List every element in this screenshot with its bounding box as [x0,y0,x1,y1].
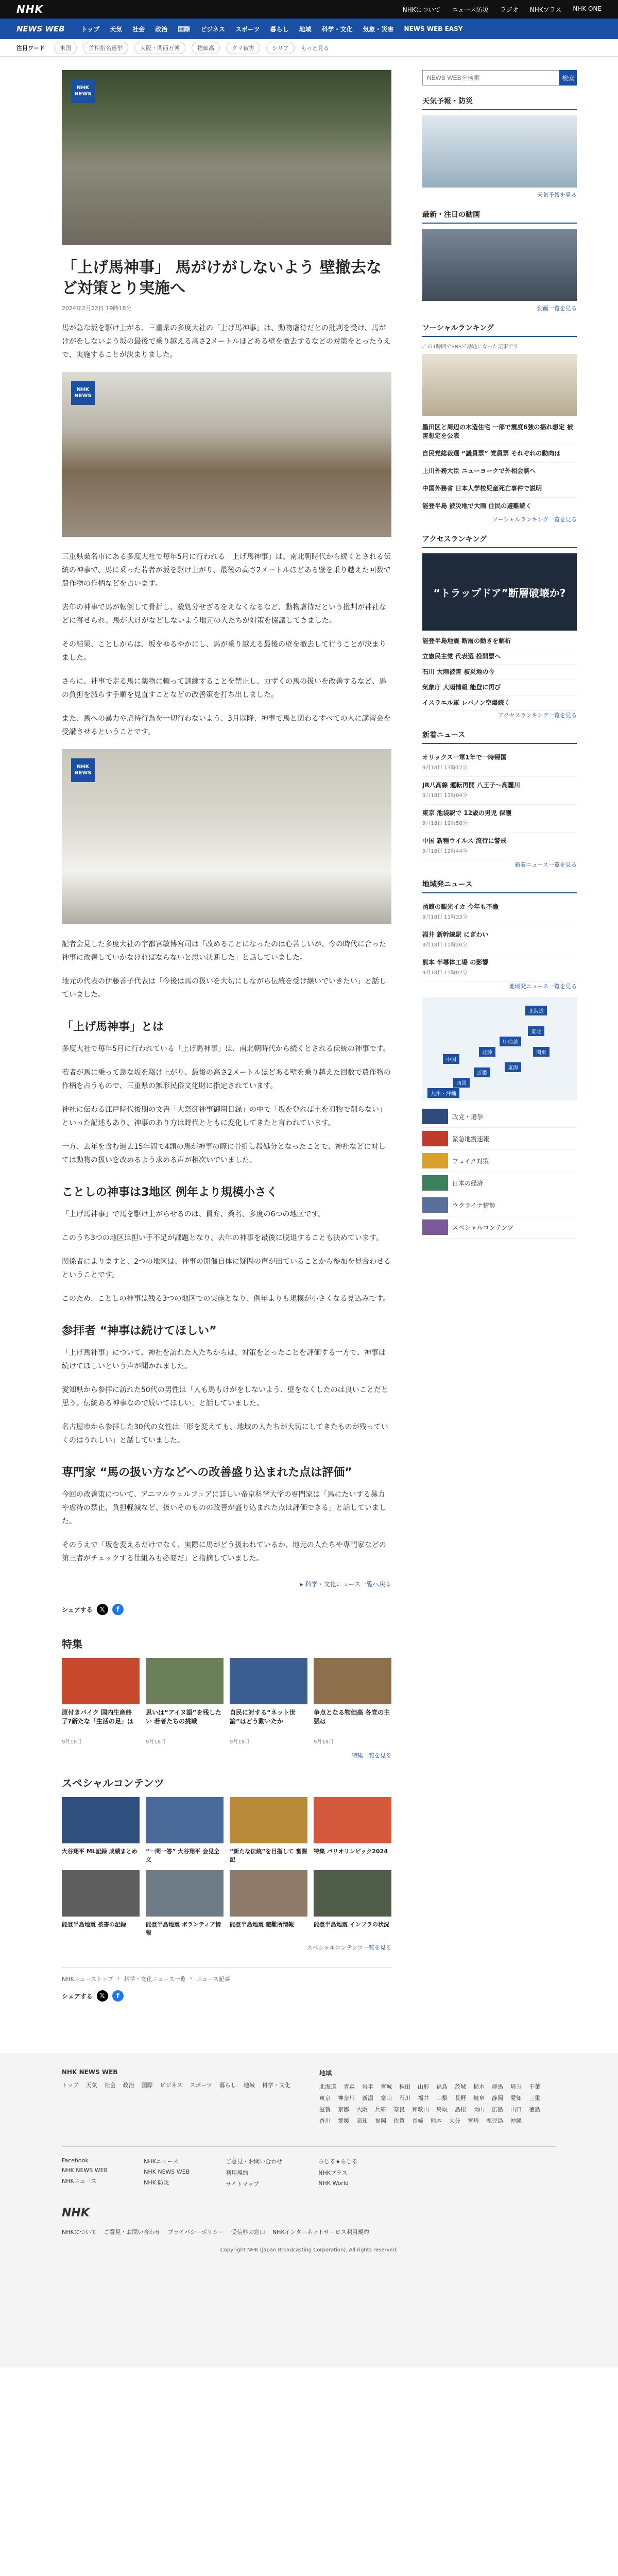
local-news-item[interactable]: 函館の観光イカ 今年も不漁 9月18日 11時33分 [422,899,577,926]
search-button[interactable]: 検索 [559,70,577,86]
local-news-more[interactable]: 地域発ニュース一覧を見る [509,983,577,990]
article-paragraph: 今回の改善策について、アニマルウェルフェアに詳しい帝京科学大学の専門家は「馬にたいする暴力や虐待の禁止、負担軽減など、扱いそのものの改善が盛り込まれた点は評価できる」と話していました。 [62,1490,386,1526]
footer-col [318,2157,357,2191]
footer-prefecture-link[interactable]: 長野 [455,2095,466,2102]
nav-science[interactable]: 科学・文化 [321,25,353,33]
weather-link[interactable]: 天気予報を見る [537,192,577,198]
nav-society[interactable]: 社会 [132,25,145,33]
top-links [403,5,602,14]
footer-news-column [62,2069,299,2132]
article-paragraph: 馬が急な坂を駆け上がる、三重県の多度大社の「上げ馬神事」は、動物虐待だとの批判を受け、馬がけがをしないよう坂の最後で乗り越える高さ2メートルほどある壁を撤去するなどの対策をとったうえで、実施することが決まりました。 [62,324,391,359]
x-share-icon[interactable]: 𝕏 [97,1604,108,1615]
article-title: 「上げ馬神事」 馬がけがしないよう 壁撤去など対策とり実施へ [62,259,382,297]
topic-link[interactable]: ウクライナ情勢 [422,1194,577,1216]
footer-brand: NHK NEWS WEB [62,2069,118,2076]
region-chugoku[interactable]: 中国 [443,1054,459,1064]
new-news-heading: 新着ニュース [422,730,577,744]
keyword-chip[interactable]: 大阪・関西万博 [134,42,185,54]
keyword-label: 注目ワード [16,44,45,52]
footer-link[interactable]: ご意見・お問い合わせ [226,2158,283,2165]
article-paragraph: さらに、神事で走る馬に薬物に頼って訓練することを禁止し、力ずくの馬の扱いを改善するなど、馬の負担を減らす手順を見直すことなどの改善策を打ち出しました。 [62,677,386,699]
footer-prefecture-link[interactable]: 東京 [319,2095,331,2102]
article-paragraph: 多度大社で毎年5月に行われている「上げ馬神事」は、南北朝時代から続くとされる伝統の神事です。 [62,1045,390,1053]
footer-prefecture-link[interactable]: 山梨 [436,2095,448,2102]
nav-local[interactable]: 地域 [299,25,312,33]
footer-legal-link[interactable]: プライバシーポリシー [167,2229,224,2235]
access-ranking-item[interactable]: 立憲民主党 代表選 投開票へ [422,649,577,665]
article-paragraph: 三重県桑名市にある多度大社で毎年5月に行われる「上げ馬神事」は、南北朝時代から続くとされる伝統の神事で、馬に乗った若者が坂を駆け上がり、最後の高さ2メートルほどある壁を乗り越えた回数で農作物の作柄などを占います。 [62,553,391,588]
feature-card[interactable]: 思いは“アイヌ語”を残したい 若者たちの挑戦 9月18日 [146,1658,224,1745]
copyright: Copyright NHK (Japan Broadcasting Corporation). All rights reserved. [220,2247,398,2253]
footer-prefecture-link[interactable]: 静岡 [492,2095,503,2102]
footer-prefecture-link[interactable]: 岡山 [473,2106,485,2113]
facebook-share-icon[interactable]: f [112,1990,124,2002]
special-card[interactable]: 能登半島地震 被害の記録 [62,1870,140,1937]
footer-prefecture-link[interactable]: 石川 [399,2095,410,2102]
keyword-more-link[interactable]: もっと見る [301,44,329,52]
video-thumbnail[interactable] [422,229,577,301]
sidebar [422,70,577,2022]
facebook-share-icon[interactable]: f [112,1604,124,1615]
footer-col [226,2157,282,2191]
footer-prefecture-link[interactable]: 沖縄 [510,2117,522,2124]
footer-prefecture-link[interactable]: 山形 [418,2083,429,2090]
nav-politics[interactable]: 政治 [155,25,168,33]
video-heading: 最新・注目の動画 [422,209,577,224]
feature-card[interactable]: 争点となる物価高 各党の主張は 9月18日 [314,1658,391,1745]
article-paragraph: 関係者によりますと、2つの地区は、神事の開催自体に疑問の声が出ていることから参加を見合わせるということです。 [62,1258,391,1279]
share-bar [62,1604,391,1615]
footer-prefecture-link[interactable]: 岩手 [362,2083,373,2090]
access-ranking-item[interactable]: 石川 大雨被害 被災地の今 [422,665,577,680]
region-hokuriku[interactable]: 北陸 [479,1047,495,1057]
new-news-item[interactable]: 東京 池袋駅で 12歳の男児 保護 9月18日 12時58分 [422,805,577,833]
nav-international[interactable]: 国際 [178,25,191,33]
article-paragraph: このため、ことしの神事は残る3つの地区での実施となり、例年よりも規模が小さくなる見込みです。 [62,1295,390,1303]
feature-card-image [314,1658,391,1704]
social-ranking-heading: ソーシャルランキング [422,323,577,337]
social-ranking-item[interactable]: 自民党総裁選 “議員票” 党員票 それぞれの動向は [422,445,577,463]
top-link-3[interactable]: ラジオ [500,6,519,13]
new-news-item[interactable]: JR八高線 運転再開 八王子〜高麗川 9月18日 13時04分 [422,777,577,805]
footer-local-heading: 地域 [319,2070,332,2077]
region-hokkaido[interactable]: 北海道 [525,1006,547,1015]
access-ranking-heading: アクセスランキング [422,534,577,548]
footer-legal-link[interactable]: NHKについて [62,2229,97,2235]
access-ranking-item[interactable]: 気象庁 大雨情報 能登に再び [422,680,577,696]
nav-life[interactable]: 暮らし [270,25,289,33]
footer-link[interactable]: Facebook [62,2157,89,2164]
footer-prefecture-link[interactable]: 埼玉 [510,2083,522,2090]
footer-prefecture-link[interactable]: 香川 [319,2117,331,2124]
region-kanto[interactable]: 関東 [533,1047,550,1057]
footer-prefecture-link[interactable]: 群馬 [492,2083,503,2090]
article-paragraph: 「上げ馬神事」について、神社を訪れた人たちからは、対策をとったことを評価する一方で、神事は続けてほしいという声が聞かれました。 [62,1349,386,1370]
special-card-image [62,1797,140,1843]
footer-link-columns [62,2146,556,2191]
footer-nav-link[interactable]: 国際 [141,2082,153,2089]
special-grid [62,1797,391,1937]
footer-prefecture-link[interactable]: 島根 [455,2106,466,2113]
social-ranking-item[interactable]: 上川外務大臣 ニューヨークで外相会談へ [422,463,577,480]
footer-legal-link[interactable]: NHKインターネットサービス利用規約 [272,2229,369,2235]
article-paragraph: 若者が馬に乗って急な坂を駆け上がり、最後の高さ2メートルほどある壁を乗り越えた回数で農作物の作柄を占うもので、三重県の無形民俗文化財に指定されています。 [62,1069,391,1090]
breadcrumb-item[interactable]: 科学・文化ニュース一覧 [124,1976,186,1982]
weather-map-image[interactable] [422,115,577,188]
article-paragraph: 去年の神事で馬が転倒して骨折し、殺処分せざるをえなくなるなど、動物虐待だという批判が神社などに寄せられ、馬が大けがなどしないよう地元の人たちが対策を協議してきました。 [62,603,386,625]
local-news-item[interactable]: 熊本 半導体工場 の影響 9月18日 11時02分 [422,954,577,982]
footer-prefecture-link[interactable]: 大阪 [356,2106,368,2113]
footer-prefecture-link[interactable]: 愛知 [510,2095,522,2102]
article-photo-shrine-slope [62,70,391,245]
section-heading: 専門家 “馬の扱い方などへの改善盛り込まれた点は評価” [62,1466,352,1479]
footer-prefecture-link[interactable]: 福島 [436,2083,448,2090]
region-tohoku[interactable]: 東北 [528,1026,544,1036]
weather-heading: 天気予報・防災 [422,96,577,110]
footer-link[interactable]: NHKニュース [62,2178,97,2184]
feature-card[interactable]: 原付きバイク 国内生産終了?新たな「生活の足」は 9月18日 [62,1658,140,1745]
social-ranking-item[interactable]: 墨田区と周辺の木造住宅 一部で震度6強の揺れ想定 被害想定を公表 [422,419,577,445]
nav-weather-disaster[interactable]: 気象・災害 [363,25,394,33]
section-heading: 参拝者 “神事は続けてほしい” [62,1325,217,1337]
footer-legal-link[interactable]: ご意見・お問い合わせ [104,2229,161,2235]
footer-legal-link[interactable]: 受信料の窓口 [231,2229,265,2235]
video-link[interactable]: 動画一覧を見る [537,305,577,312]
footer-nav-link[interactable]: 地域 [243,2082,255,2089]
footer-prefecture-link[interactable]: 三重 [529,2095,540,2102]
top-link-1[interactable]: NHKについて [402,6,441,13]
special-card-image [146,1797,224,1843]
special-heading: スペシャルコンテンツ [62,1777,164,1789]
feature-card-image [230,1658,307,1704]
breadcrumb-current: ニュース記事 [196,1976,230,1982]
special-card[interactable]: 特集 パリオリンピック2024 [314,1797,391,1864]
footer-legal-links [62,2228,556,2236]
footer-nav-link[interactable]: 政治 [123,2082,134,2089]
new-news-list [422,749,577,860]
special-card-image [230,1870,307,1917]
access-ranking-item[interactable]: 能登半島地震 断層の動きを解析 [422,634,577,649]
footer-prefecture-link[interactable]: 福岡 [375,2117,386,2124]
access-ranking-banner[interactable]: “トラップドア”断層破壊か? [422,553,577,631]
footer-prefecture-link[interactable]: 青森 [344,2083,355,2090]
special-card-image [230,1797,307,1843]
footer-prefecture-link[interactable]: 愛媛 [338,2117,349,2124]
article-paragraph: また、馬への暴力や虐待行為を一切行わないよう、3月以降、神事で馬と関わるすべての人に講習会を受講させるということです。 [62,715,391,736]
footer-nav-link[interactable]: スポーツ [190,2082,212,2089]
nav-easy[interactable]: NEWS WEB EASY [404,25,463,32]
footer-prefecture-link[interactable]: 佐賀 [393,2117,405,2124]
footer-link[interactable]: NHKニュース [144,2158,179,2165]
footer-prefecture-link[interactable]: 北海道 [319,2083,336,2090]
search-box [422,70,577,86]
breadcrumb: NHKニューストップ › 科学・文化ニュース一覧 › ニュース記事 [62,1967,391,1990]
special-card[interactable]: 能登半島地震 避難所情報 [230,1870,307,1937]
topic-link[interactable]: フェイク対策 [422,1150,577,1172]
new-news-item[interactable]: オリックス一軍1年で一時帰国 9月18日 13時12分 [422,749,577,777]
article-paragraph: 一方、去年を含む過去15年間で4頭の馬が神事の際に骨折し殺処分となったことで、神社などに対しては動物の扱いを改めるよう求める声が相次いでいました。 [62,1143,386,1164]
article-paragraph: 神社に伝わる江戸時代後期の文書「大祭御神事御用目録」の中で「坂を登れば土を刃物で削らない」といった記述もあり、神事のあり方は時代とともに変化してきたと言われています。 [62,1106,386,1127]
social-ranking-item[interactable]: 能登半島 被災地で大雨 住民の避難続く [422,498,577,515]
special-card[interactable]: “一問一答” 大谷翔平 会見全文 [146,1797,224,1864]
footer-prefecture-link[interactable]: 千葉 [529,2083,540,2090]
section-heading: 「上げ馬神事」とは [62,1021,164,1033]
footer-nav-link[interactable]: 暮らし [219,2082,236,2089]
footer-nhk-logo[interactable]: NHK [62,2207,90,2219]
article-paragraph: 愛知県から参拝に訪れた50代の男性は「人も馬もけがをしないよう、壁をなくしたのは良いことだと思う。伝統ある神事なので続いてほしい」と話していました。 [62,1386,388,1408]
feature-card-image [62,1658,140,1704]
new-news-more[interactable]: 新着ニュース一覧を見る [514,861,577,868]
keyword-chip[interactable]: 米国 [54,42,77,54]
special-card-image [146,1870,224,1917]
footer-prefecture-link[interactable]: 京都 [338,2106,349,2113]
footer-nav-link[interactable]: トップ [62,2082,79,2089]
footer-nav [62,2081,299,2089]
related-list-link[interactable]: ▸ 科学・文化ニュース一覧へ戻る [300,1581,391,1588]
footer-prefecture-link[interactable]: 宮崎 [468,2117,479,2124]
topic-link[interactable]: 日本の経済 [422,1172,577,1194]
footer-link[interactable]: NHK NEWS WEB [62,2167,108,2174]
nhk-news-badge: NHK NEWS [71,381,95,405]
special-card-image [314,1870,391,1917]
special-card[interactable]: 大谷翔平 ML記録 成績まとめ [62,1797,140,1864]
nhk-logo[interactable]: NHK [16,3,43,15]
nav-top[interactable]: トップ [81,25,100,33]
article-paragraph: その結果、ことしからは、坂をゆるやかにし、馬が乗り越える最後の壁を撤去して行うことが決まりました。 [62,640,386,662]
breadcrumb-item[interactable]: NHKニューストップ [62,1976,113,1982]
share-bar-bottom [62,1990,391,2002]
footer-prefecture-link[interactable]: 長崎 [412,2117,423,2124]
special-card[interactable]: 能登半島地震 インフラの状況 [314,1870,391,1937]
footer-prefecture-link[interactable]: 広島 [492,2106,503,2113]
feature-heading: 特集 [62,1638,82,1650]
site-footer [0,2053,618,2367]
section-heading: ことしの神事は3地区 例年より規模小さく [62,1186,278,1199]
nav-weather[interactable]: 天気 [110,25,123,33]
region-kyushu[interactable]: 九州・沖縄 [427,1088,459,1098]
special-card[interactable]: 能登半島地震 ボランティア情報 [146,1870,224,1937]
footer-prefecture-link[interactable]: 高知 [356,2117,368,2124]
page-layout [0,57,618,2022]
footer-local-column [319,2069,556,2132]
social-ranking-note: この1時間でSNSで話題になった記事です [422,344,519,350]
footer-prefecture-link[interactable]: 富山 [381,2095,392,2102]
region-map [422,997,577,1100]
footer-prefecture-link[interactable]: 奈良 [393,2106,405,2113]
special-card[interactable]: “新たな伝統”を目指して 奮闘記 [230,1797,307,1864]
article-paragraph: 記者会見した多度大社の宇都宮敏博宮司は「改めることになったのは心苦しいが、今の時代に合った神事に改善していかなければならないと思い決断した」と話していました。 [62,940,386,962]
nhk-news-badge: NHK NEWS [71,758,95,782]
social-ranking-more[interactable]: ソーシャルランキング一覧を見る [492,516,577,523]
feature-card-image [146,1658,224,1704]
keyword-chip[interactable]: クマ被害 [226,42,260,54]
feature-card[interactable]: 自民に対する“ネット世論”はどう動いたか 9月18日 [230,1658,307,1745]
footer-prefecture-link[interactable]: 栃木 [473,2083,485,2090]
footer-nav-link[interactable]: 天気 [85,2082,97,2089]
search-input[interactable] [422,70,559,86]
main-nav [0,19,618,39]
article-photo-shrine-building [62,372,391,537]
region-koshinetsu[interactable]: 甲信越 [500,1037,521,1046]
new-news-item[interactable]: 中国 新種ウイルス 流行に警戒 9月18日 12時44分 [422,833,577,860]
article-date: 2024年2月22日 19時18分 [62,305,132,312]
share-label: シェアする [62,1992,93,2000]
social-ranking-item[interactable]: 中国外務省 日本人学校児童死亡事件で説明 [422,480,577,498]
keyword-chip[interactable]: 首相指名選挙 [83,42,128,54]
article-paragraph: 地元の代表の伊藤善子代表は「今後は馬の扱いを大切にしながら伝統を受け継いでいきたい」と話していました。 [62,977,386,999]
special-card-image [62,1870,140,1917]
footer-col [144,2157,190,2191]
footer-prefecture-link[interactable]: 熊本 [431,2117,442,2124]
footer-prefecture-link[interactable]: 福井 [418,2095,429,2102]
top-link-2[interactable]: ニュース防災 [452,6,489,13]
topic-link[interactable]: 政党・選挙 [422,1106,577,1128]
access-ranking-item[interactable]: イスラエル軍 レバノン空爆続く [422,696,577,711]
region-kinki[interactable]: 近畿 [474,1067,490,1077]
footer-prefecture-link[interactable]: 和歌山 [412,2106,429,2113]
article-paragraph: このうち3つの地区は担い手不足が課題となり、去年の神事を最後に脱退することも決めています。 [62,1234,383,1242]
footer-link[interactable]: NHK NEWS WEB [144,2168,190,2175]
news-web-brand[interactable]: NEWS WEB [16,24,65,33]
footer-prefecture-link[interactable]: 滋賀 [319,2106,331,2113]
nav-business[interactable]: ビジネス [200,25,225,33]
footer-prefecture-link[interactable]: 山口 [510,2106,522,2113]
footer-link[interactable]: NHK 防災 [144,2179,169,2186]
keyword-bar [0,39,618,57]
region-shikoku[interactable]: 四国 [453,1078,470,1088]
footer-prefecture-link[interactable]: 鹿児島 [486,2117,503,2124]
footer-prefecture-link[interactable]: 兵庫 [375,2106,386,2113]
nav-sports[interactable]: スポーツ [235,25,260,33]
footer-prefecture-link[interactable]: 秋田 [399,2083,410,2090]
footer-link[interactable]: NHK World [318,2180,349,2187]
article-paragraph: 名古屋市から参拝した30代の女性は「形を変えても、地域の人たちが大切にしてきたものが残っていくのはうれしい」と話していました。 [62,1423,388,1445]
keyword-chip[interactable]: シリア [266,42,295,54]
footer-prefecture-link[interactable]: 新潟 [362,2095,373,2102]
footer-link[interactable]: サイトマップ [226,2181,260,2188]
local-news-list [422,899,577,982]
top-bar [0,0,618,19]
footer-link[interactable]: らじる★らじる [318,2158,358,2165]
nhk-news-badge: NHK NEWS [71,79,95,103]
local-news-item[interactable]: 福井 新幹線駅 にぎわい 9月18日 11時20分 [422,926,577,954]
topic-link[interactable]: 緊急地震速報 [422,1128,577,1150]
article-column [62,70,391,2022]
footer-nav-link[interactable]: ビジネス [160,2082,183,2089]
footer-prefecture-link[interactable]: 神奈川 [338,2095,355,2102]
share-label: シェアする [62,1606,93,1614]
footer-prefecture-link[interactable]: 大分 [449,2117,460,2124]
footer-prefecture-link[interactable]: 徳島 [529,2106,540,2113]
feature-more-link[interactable]: 特集一覧を見る [352,1752,391,1759]
local-news-heading: 地域発ニュース [422,879,577,893]
footer-prefecture-list [319,2082,556,2125]
topic-link[interactable]: スペシャルコンテンツ [422,1216,577,1239]
footer-nav-link[interactable]: 社会 [104,2082,116,2089]
social-ranking-image [422,354,577,416]
footer-prefecture-link[interactable]: 茨城 [455,2083,466,2090]
region-tokai[interactable]: 東海 [505,1062,521,1072]
footer-nav-link[interactable]: 科学・文化 [262,2082,290,2089]
footer-prefecture-link[interactable]: 宮城 [381,2083,392,2090]
footer-col [62,2157,108,2191]
special-more-link[interactable]: スペシャルコンテンツ一覧を見る [306,1944,391,1951]
footer-link[interactable]: 利用規約 [226,2170,249,2176]
top-link-4[interactable]: NHKプラス [529,6,562,13]
footer-link[interactable]: NHKプラス [318,2170,348,2176]
article-paragraph: そのうえで「坂を変えるだけでなく、実際に馬がどう扱われているか、地元の人たちや専門家などの第三者がチェックする仕組みも必要だ」と指摘していました。 [62,1541,386,1563]
footer-prefecture-link[interactable]: 岐阜 [473,2095,485,2102]
x-share-icon[interactable]: 𝕏 [97,1990,108,2002]
feature-grid [62,1658,391,1745]
article-photo-press-conference [62,749,391,924]
special-card-image [314,1797,391,1843]
access-ranking-more[interactable]: アクセスランキング一覧を見る [497,712,577,719]
footer-prefecture-link[interactable]: 鳥取 [436,2106,448,2113]
top-link-5[interactable]: NHK ONE [573,5,602,12]
keyword-chip[interactable]: 物価高 [192,42,220,54]
article-paragraph: 「上げ馬神事」で馬を駆け上がらせるのは、員弁、桑名、多度の6つの地区です。 [62,1210,325,1218]
